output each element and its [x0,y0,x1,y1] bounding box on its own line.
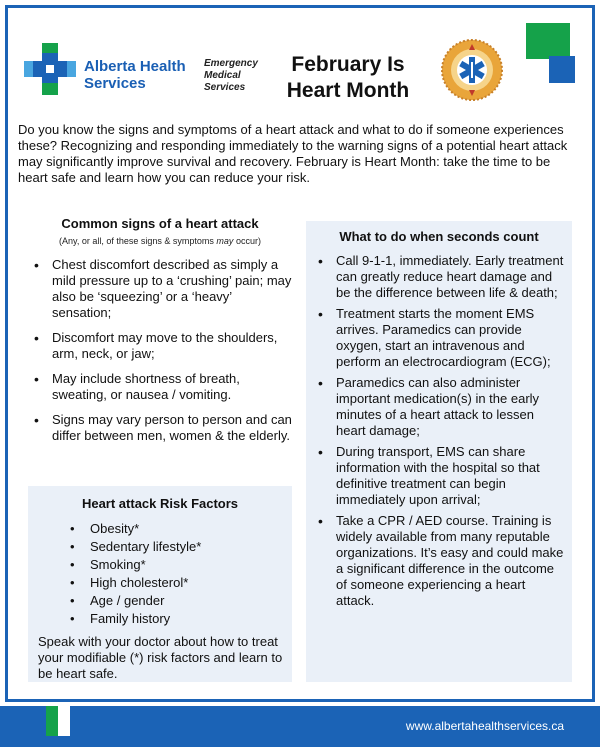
website-link[interactable]: www.albertahealthservices.ca [405,719,564,733]
ems-star-of-life-seal-icon [440,38,504,102]
intro-paragraph: Do you know the signs and symptoms of a heart attack and what to do if someone experiences these? Recognizing and responding immediately to the warning signs of a potential heart attack may significantly improve survival and recovery. February is Heart Month: take the time to be heart safe and learn how you can reduce your risk. [18,122,568,185]
signs-list [26,257,294,444]
brand-blue-square [549,56,575,83]
list-item: • May include shortness of breath, sweating, or nausea / vomiting. [26,371,294,403]
what-to-do-panel [306,221,572,682]
todo-list [306,253,572,609]
todo-heading: What to do when seconds count [339,229,539,244]
list-item: • Discomfort may move to the shoulders, arm, neck, or jaw; [26,330,294,362]
list-item: • Take a CPR / AED course. Training is widely available from many reputable organizations. It’s easy and could make a significant difference in the outcome of someone experiencing a heart attack. [310,513,566,609]
ahs-cross-logo-icon [24,43,76,95]
list-item: • Family history [64,610,292,628]
list-item: • Paramedics can also administer important medication(s) in the early minutes of a heart attack to lessen heart damage; [310,375,566,439]
page-title: February Is Heart Month [286,53,410,102]
list-item: • Signs may vary person to person and can differ between men, women & the elderly. [26,412,294,444]
list-item: • Treatment starts the moment EMS arrives. Paramedics can provide oxygen, start an intravenous and perform an electrocardiogram (ECG); [310,306,566,370]
list-item: • High cholesterol* [64,574,292,592]
risk-factors-panel [28,486,292,682]
risk-footer-text: Speak with your doctor about how to treat your modifiable (*) risk factors and learn to be heart safe. [38,634,283,681]
list-item: • Age / gender [64,592,292,610]
list-item: • During transport, EMS can share information with the hospital so that definitive treatment can begin immediately upon arrival; [310,444,566,508]
signs-heading: Common signs of a heart attack [61,216,259,231]
signs-section [26,216,294,453]
list-item: • Obesity* [64,520,292,538]
brand-green-square [526,23,570,59]
list-item: • Smoking* [64,556,292,574]
signs-note: (Any, or all, of these signs & symptoms may occur) [59,236,261,246]
ahs-footer-mark-icon [42,706,74,747]
risk-list [28,520,292,628]
list-item: • Call 9-1-1, immediately. Early treatment can greatly reduce heart damage and be the difference between life & death; [310,253,566,301]
list-item: • Sedentary lifestyle* [64,538,292,556]
list-item: • Chest discomfort described as simply a mild pressure up to a ‘crushing’ pain; may also be ‘squeezing’ or a ‘heavy’ sensation; [26,257,294,321]
footer-bar [0,706,600,747]
risk-heading: Heart attack Risk Factors [81,496,239,511]
org-name: Alberta Health Services [84,58,186,92]
ems-label: Emergency Medical Services [204,58,258,93]
